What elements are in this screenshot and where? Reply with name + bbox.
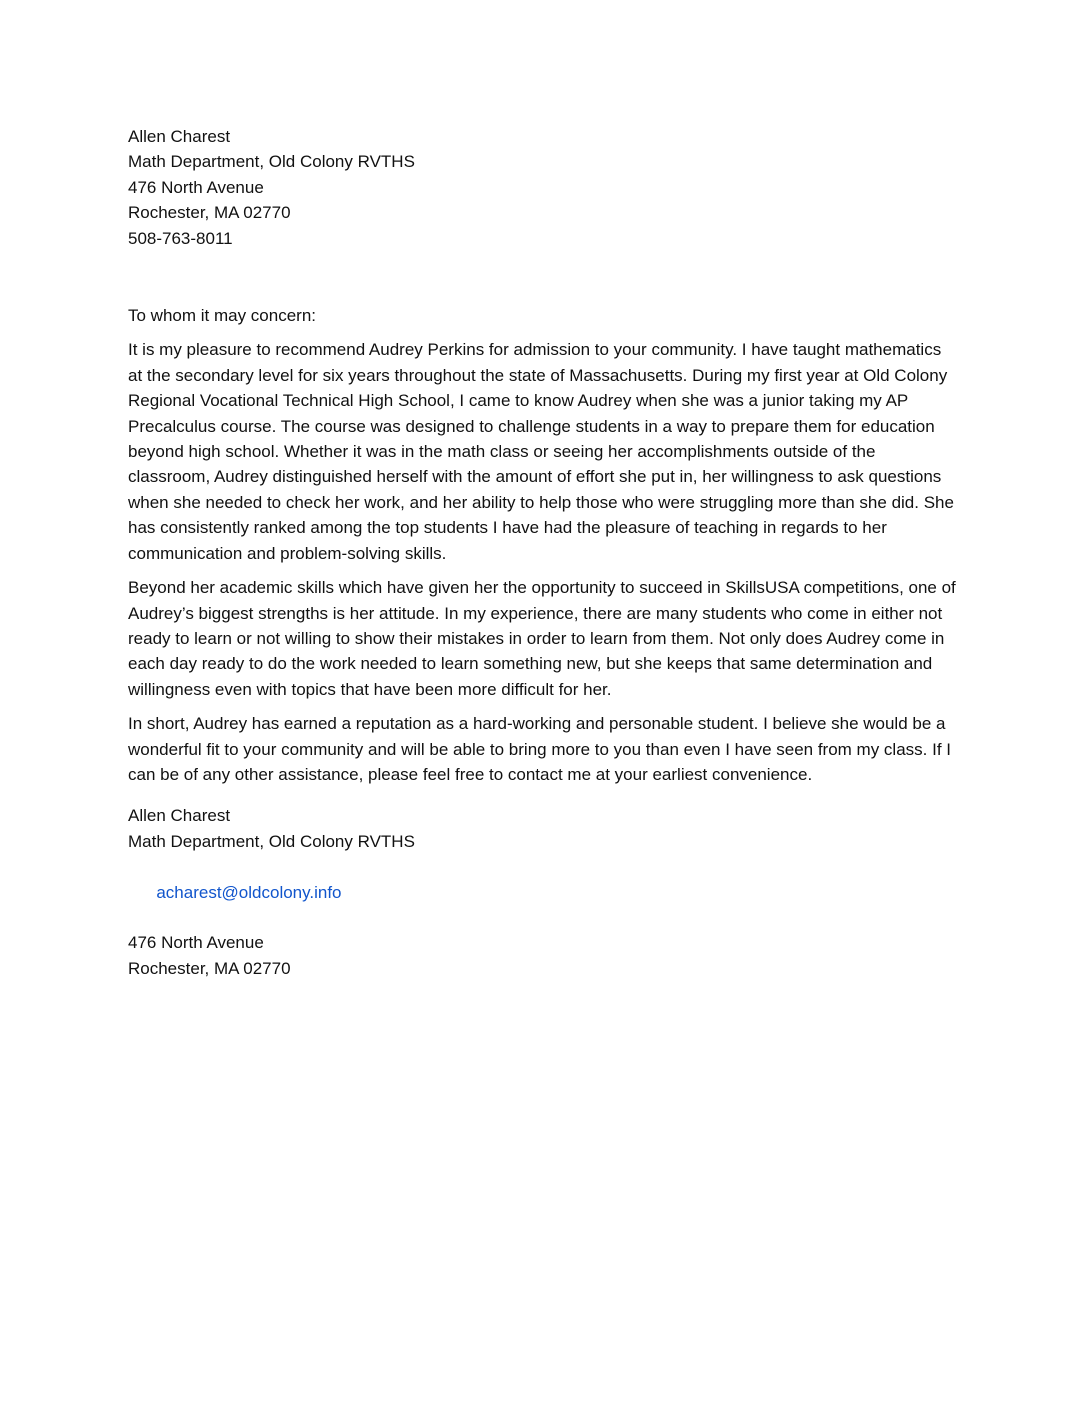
signature-block — [128, 803, 960, 981]
sender-city-state-zip: Rochester, MA 02770 — [128, 203, 291, 223]
body-paragraph-3: In short, Audrey has earned a reputation as a hard-working and personable student. I believe she would be a wonderful fit to your community and will be able to bring more to you than even I have seen from my class. If I can be of any other assistance, please feel free to contact me at your earliest convenience. — [128, 714, 952, 784]
sender-address-block — [128, 124, 960, 251]
sender-name: Allen Charest — [128, 127, 231, 146]
sender-street: 476 North Avenue — [128, 177, 264, 197]
salutation: To whom it may concern: — [128, 306, 317, 326]
signature-city-state-zip: Rochester, MA 02770 — [128, 958, 291, 978]
signature-street: 476 North Avenue — [128, 933, 264, 953]
body-paragraph-2: Beyond her academic skills which have given her the opportunity to succeed in SkillsUSA competitions, one of Audrey’s biggest strengths is her attitude. In my experience, there are many students who come in either not ready to learn or not willing to show their mistakes in order to learn from them. Not only does Audrey come in each day ready to do the work needed to learn something new, but she keeps that same determination and willingness even with topics that have been more difficult for her. — [128, 578, 956, 699]
body-paragraph-1: It is my pleasure to recommend Audrey Perkins for admission to your community. I have taught mathematics at the secondary level for six years throughout the state of Massachusetts. During my first year at Old Colony Regional Vocational Technical High School, I came to know Audrey when she was a junior taking my AP Precalculus course. The course was designed to challenge students in a way to prepare them for education beyond high school. Whether it was in the math class or seeing her accomplishments outside of the classroom, Audrey distinguished herself with the amount of effort she put in, her willingness to ask questions when she needed to check her work, and her ability to help those who were struggling more than she did. She has consistently ranked among the top students I have had the pleasure of teaching in regards to her communication and problem-solving skills. — [128, 340, 954, 563]
sender-phone: 508-763-8011 — [128, 228, 233, 248]
email-link[interactable]: acharest@oldcolony.info — [156, 882, 342, 902]
sender-department: Math Department, Old Colony RVTHS — [128, 152, 415, 172]
signature-title: Math Department, Old Colony RVTHS — [128, 831, 415, 851]
signature-name: Allen Charest — [128, 806, 231, 826]
